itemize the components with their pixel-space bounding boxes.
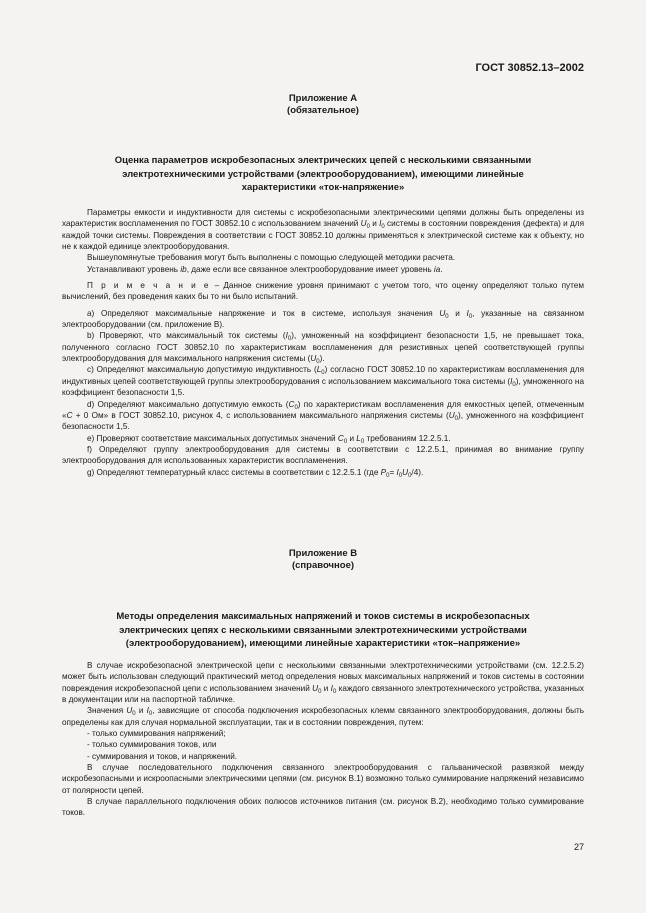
appendix-a-heading-line-2: электротехническими устройствами (электрооборудованием), имеющими линейные xyxy=(122,168,524,180)
document-id: ГОСТ 30852.13–2002 xyxy=(475,62,584,74)
appendix-a-heading xyxy=(60,154,586,195)
appendix-a-body xyxy=(62,207,584,478)
list-item: b) Проверяют, что максимальный ток системы $(I_0)$, умноженный на коэффициент безопасности 1,5, не превышает тока, полученного согласно ГОСТ 30852.10 по характеристикам воспламенения для резистивных цепей соответствующей группы электрооборудования для максимального напряжения системы $(U_0)$. xyxy=(62,331,584,366)
list-item: - суммирования и токов, и напряжений. xyxy=(87,751,238,761)
appendix-a-title-block xyxy=(60,93,586,117)
appendix-a-subtitle: (обязательное) xyxy=(287,105,359,116)
appendix-b-heading xyxy=(60,610,586,651)
note-label: П р и м е ч а н и е xyxy=(87,281,211,291)
list-item: c) Определяют максимальную допустимую индуктивность $(L_0)$ согласно ГОСТ 30852.10 по характеристикам воспламенения для индуктивных цепей соответствующей группы электрооборудования с использованием максимального тока системы $(I_0)$, умноженного на коэффициент безопасности 1,5. xyxy=(62,365,584,398)
page-number: 27 xyxy=(573,842,584,852)
paragraph: Параметры емкости и индуктивности для системы с искробезопасными электрическими цепями должны быть определены из характеристик воспламенения по ГОСТ 30852.10 с использованием значений $U_0$ и $I_0$ системы в состоянии повреждения (дефекта) и для каждой точки системы. Повреждения в соответствии с ГОСТ 30852.10 должны применяться к электрической системе как к объекту, но не к каждой единице электрооборудования. xyxy=(62,208,584,252)
paragraph: В случае последовательного подключения связанного электрооборудования с гальванической развязкой между искробезопасными и искроопасными электрическими цепями (см. рисунок В.1) возможно только суммирование напряжений независимо от полярности цепей. xyxy=(62,763,584,795)
note: П р и м е ч а н и е – Данное снижение уровня принимают с учетом того, что оценку определяют только путем вычислений, без проведения каких бы то ни было испытаний. xyxy=(62,281,584,302)
appendix-b-body xyxy=(62,660,584,819)
appendix-b-title: Приложение В xyxy=(288,548,358,559)
appendix-a-heading-line-3: характеристики «ток-напряжение» xyxy=(241,182,405,193)
list-item: a) Определяют максимальные напряжение и ток в системе, используя значения $U_0$ и $I_0$, указанные на связанном электрооборудовании (см. приложение В). xyxy=(62,308,584,330)
paragraph: В случае параллельного подключения обоих полюсов источников питания (см. рисунок В.2), необходимо только суммирование токов. xyxy=(62,797,584,818)
appendix-a-title: Приложение А xyxy=(288,93,358,104)
list-item: - только суммирования токов, или xyxy=(87,740,217,750)
list-item: f) Определяют группу электрооборудования для системы в соответствии с 12.2.5.1, принимая во внимание группу электрооборудования для использованных характеристик воспламенения. xyxy=(62,444,585,466)
paragraph: Устанавливают уровень ib, даже если все связанное электрооборудование имеет уровень ia. xyxy=(87,264,443,274)
appendix-b-subtitle: (справочное) xyxy=(291,560,355,571)
list-item: d) Определяют максимально допустимую емкость $(C_0)$ по характеристикам воспламенения для емкостных цепей, отмеченным «C + 0 Ом» в ГОСТ 30852.10, рисунок 4, с использованием максимального напряжения системы $(U_0)$, умноженного на коэффициент безопасности 1,5. xyxy=(62,399,584,432)
appendix-b-heading-line-3: (электрооборудованием), имеющими линейные характеристики «ток–напряжение» xyxy=(125,638,521,649)
appendix-b-title-block xyxy=(60,548,586,572)
list-item: e) Проверяют соответствие максимальных допустимых значений $C_0$ и $L_0$ требованиям 12.2.5.1. xyxy=(87,433,451,445)
list-item: - только суммирования напряжений; xyxy=(87,729,226,739)
paragraph: Вышеупомянутые требования могут быть выполнены с помощью следующей методики расчета. xyxy=(87,253,456,263)
paragraph: Значения $U_0$ и $I_0$, зависящие от способа подключения искробезопасных клемм связанного электрооборудования, должны быть определены как для случая нормальной эксплуатации, так и в состоянии повреждения, путем: xyxy=(62,706,584,727)
appendix-a-heading-line-1: Оценка параметров искробезопасных электрических цепей с несколькими связанными xyxy=(114,155,532,166)
paragraph: В случае искробезопасной электрической цепи с несколькими связанными электротехническими устройствами (см. 12.2.5.2) может быть использован следующий практический метод определения новых максимальных напряжений и токов системы в состоянии повреждения искробезопасной цепи с использованием значений $U_0$ и $I_0$ каждого связанного электротехнического устройства, указанных в документации или на паспортной табличке. xyxy=(62,661,584,705)
appendix-b-heading-line-1: Методы определения максимальных напряжений и токов системы в искробезопасных xyxy=(116,611,530,622)
list-item: g) Определяют температурный класс системы в соответствии с 12.2.5.1 (где $P_0= I_0U_0/4$). xyxy=(87,467,424,479)
appendix-b-heading-line-2: электрических цепях с несколькими связанными электротехническими устройствами xyxy=(119,624,527,636)
